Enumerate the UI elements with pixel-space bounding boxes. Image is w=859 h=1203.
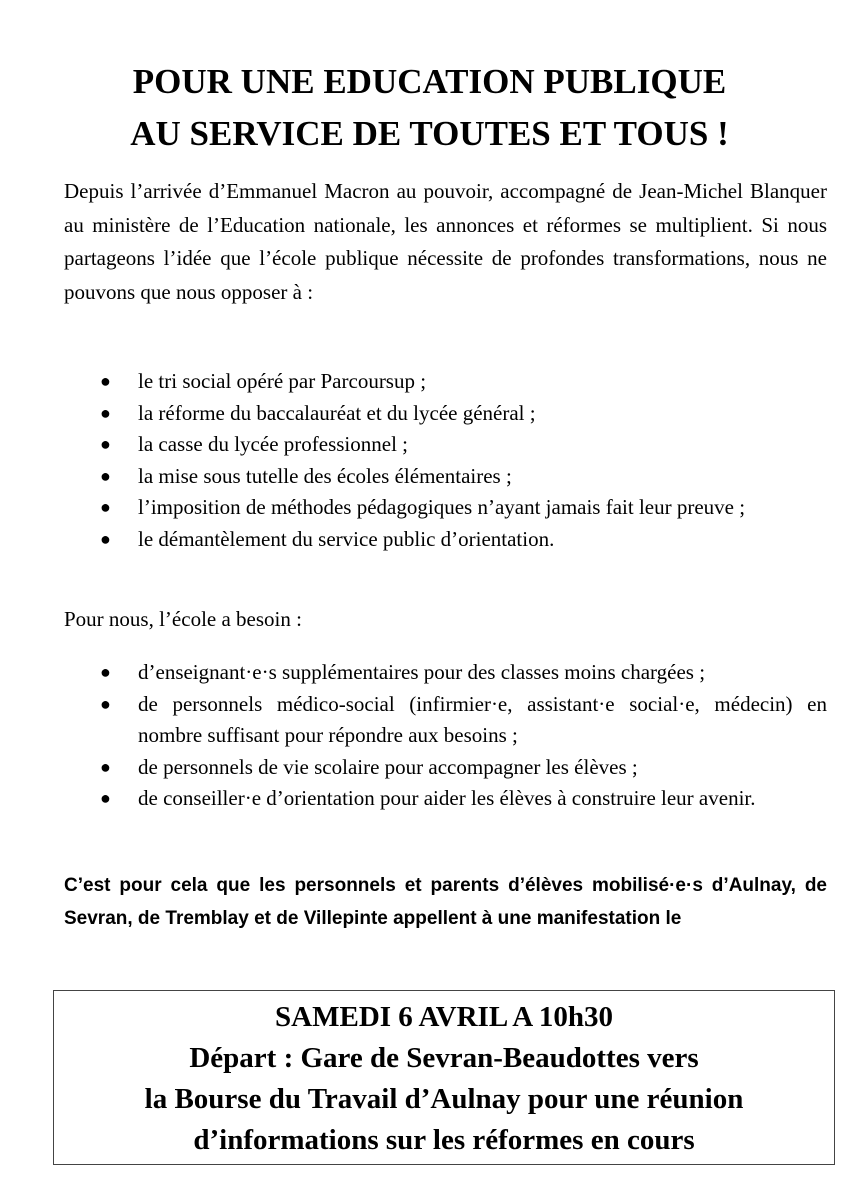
- list-item-text: le tri social opéré par Parcoursup ;: [138, 369, 427, 393]
- event-destination: la Bourse du Travail d’Aulnay pour une réunion: [144, 1083, 744, 1115]
- list-item: [64, 657, 827, 689]
- list-item-text: la mise sous tutelle des écoles élémentaires ;: [138, 463, 512, 488]
- event-date-time: SAMEDI 6 AVRIL A 10h30: [275, 1001, 613, 1033]
- bullet-icon: ●: [100, 788, 111, 808]
- intro-paragraph: Depuis l’arrivée d’Emmanuel Macron au pouvoir, accompagné de Jean-Michel Blanquer au ministère de l’Education nationale, les annonces et réformes se multiplient. Si nous partageons l’idée que l’école publique nécessite de profondes transformations, nous ne pouvons que nous opposer à :: [64, 179, 827, 304]
- flyer-title: [0, 56, 859, 160]
- list-item: [64, 524, 827, 556]
- needs-intro: Pour nous, l’école a besoin :: [64, 607, 302, 631]
- title-line-2: AU SERVICE DE TOUTES ET TOUS !: [130, 114, 729, 153]
- bullet-icon: ●: [100, 528, 111, 549]
- list-item: [64, 398, 827, 430]
- list-item: [64, 366, 827, 398]
- closing-paragraph: C’est pour cela que les personnels et parents d’élèves mobilisé·e·s d’Aulnay, de Sevran, de Tremblay et de Villepinte appellent à une manifestation le: [64, 875, 827, 929]
- event-departure: Départ : Gare de Sevran-Beaudottes vers: [189, 1042, 699, 1074]
- list-item-text: le démantèlement du service public d’orientation.: [138, 526, 555, 551]
- bullet-icon: ●: [100, 434, 111, 454]
- list-item-text: la réforme du baccalauréat et du lycée général ;: [138, 400, 536, 425]
- bullet-icon: ●: [100, 662, 111, 682]
- list-item-text: de conseiller·e d’orientation pour aider les élèves à construire leur avenir.: [138, 786, 756, 810]
- list-item: [64, 783, 827, 815]
- list-item: [64, 752, 827, 784]
- opposition-list: [64, 366, 827, 555]
- bullet-icon: ●: [100, 371, 111, 391]
- bullet-icon: ●: [100, 465, 111, 486]
- list-item-text: de personnels médico-social (infirmier·e, assistant·e social·e, médecin) en nombre suffisant pour répondre aux besoins ;: [138, 691, 827, 747]
- needs-list: [64, 657, 827, 815]
- bullet-icon: ●: [100, 497, 111, 517]
- list-item: [64, 429, 827, 461]
- list-item: [64, 461, 827, 493]
- list-item: [64, 492, 827, 524]
- list-item-text: l’imposition de méthodes pédagogiques n’ayant jamais fait leur preuve ;: [138, 495, 746, 519]
- list-item: [64, 689, 827, 752]
- bullet-icon: ●: [100, 693, 111, 714]
- bullet-icon: ●: [100, 756, 111, 777]
- list-item-text: la casse du lycée professionnel ;: [138, 432, 408, 456]
- event-purpose: d’informations sur les réformes en cours: [193, 1124, 695, 1156]
- title-line-1: POUR UNE EDUCATION PUBLIQUE: [132, 62, 727, 101]
- bullet-icon: ●: [100, 402, 111, 423]
- list-item-text: d’enseignant·e·s supplémentaires pour des classes moins chargées ;: [138, 660, 706, 684]
- event-box: [53, 990, 835, 1165]
- list-item-text: de personnels de vie scolaire pour accompagner les élèves ;: [138, 754, 638, 779]
